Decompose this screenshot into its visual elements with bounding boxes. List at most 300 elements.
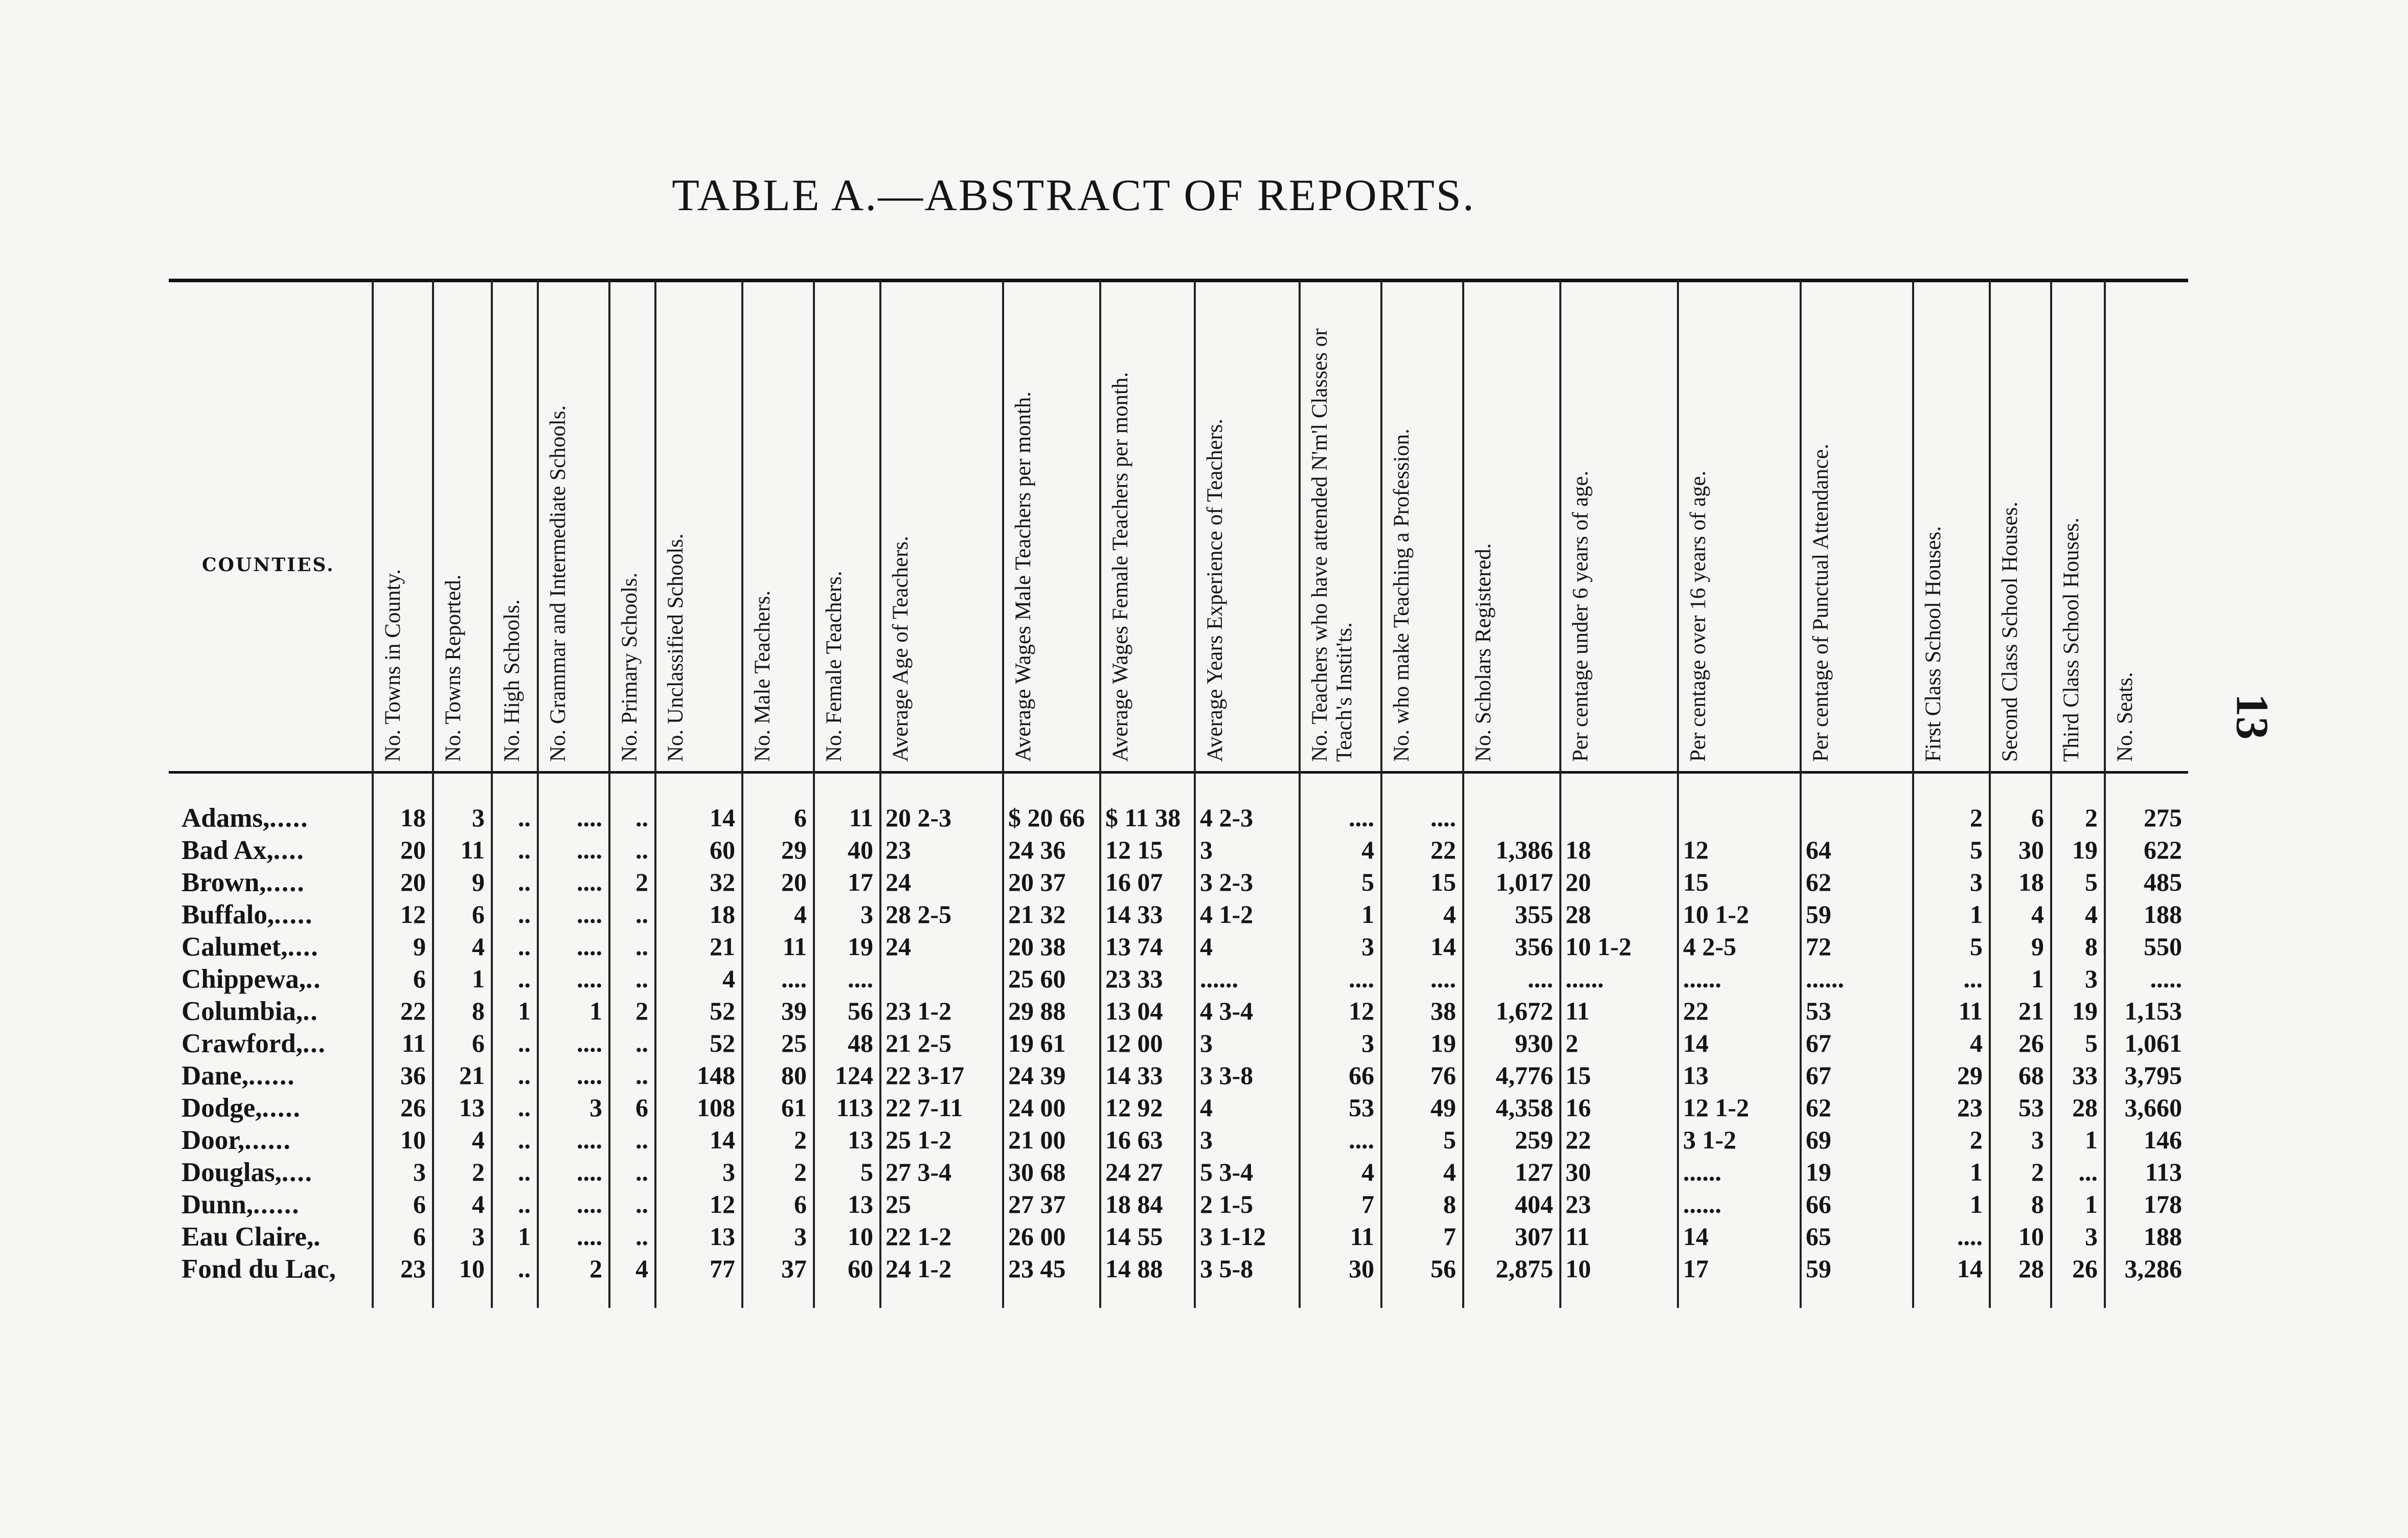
county-name bbox=[181, 996, 371, 1027]
table-cell: 23 bbox=[885, 835, 911, 864]
leader-dots: .. bbox=[303, 997, 319, 1026]
table-cell: 18 bbox=[1565, 835, 1591, 864]
leader-dots: ..... bbox=[262, 1093, 301, 1123]
table-cell: 24 00 bbox=[1008, 1093, 1066, 1122]
table-cell: 8 bbox=[1443, 1190, 1456, 1218]
table-cell: .. bbox=[518, 900, 531, 929]
table-cell: 38 bbox=[1430, 997, 1456, 1025]
table-cell: 49 bbox=[1430, 1093, 1456, 1122]
table-cell: .. bbox=[635, 900, 648, 929]
column-header: No. who make Teaching a Profession. bbox=[1390, 428, 1414, 762]
table-cell: 13 bbox=[710, 1222, 735, 1251]
table-cell: 2 bbox=[472, 1158, 485, 1186]
table-cell: 5 3-4 bbox=[1200, 1158, 1254, 1186]
table-cell: 4 bbox=[722, 964, 735, 993]
table-cell: 3 bbox=[794, 1222, 807, 1251]
table-cell: 4 bbox=[2031, 900, 2044, 929]
table-cell: .... bbox=[577, 1158, 602, 1186]
table-cell: 4 bbox=[794, 900, 807, 929]
table-cell: .. bbox=[635, 1158, 648, 1186]
table-cell: ...... bbox=[1683, 1158, 1721, 1186]
county-name bbox=[181, 1125, 371, 1156]
table-cell: 3 bbox=[722, 1158, 735, 1186]
table-cell: 1 bbox=[1970, 1158, 1983, 1186]
table-cell: 59 bbox=[1806, 1254, 1831, 1283]
table-cell: .... bbox=[577, 932, 602, 961]
table-cell: 65 bbox=[1806, 1222, 1831, 1251]
column-header: Third Class School Houses. bbox=[2059, 517, 2083, 762]
table-cell: 77 bbox=[710, 1254, 735, 1283]
table-cell: 22 bbox=[400, 997, 426, 1025]
table-cell: 20 bbox=[781, 868, 807, 896]
table-cell: 3 bbox=[2085, 964, 2098, 993]
table-cell: ...... bbox=[1806, 964, 1844, 993]
table-cell: 3 bbox=[1200, 1029, 1213, 1057]
county-name bbox=[181, 803, 371, 833]
table-cell: 7 bbox=[1443, 1222, 1456, 1251]
table-cell: 25 bbox=[885, 1190, 911, 1218]
county-label: Dane, bbox=[181, 1061, 249, 1091]
table-cell: 1 bbox=[1970, 900, 1983, 929]
table-cell: 62 bbox=[1806, 1093, 1831, 1122]
table-cell: 8 bbox=[2085, 932, 2098, 961]
table-cell: 13 bbox=[459, 1093, 485, 1122]
table-row bbox=[0, 1060, 2198, 1092]
county-label: Dunn, bbox=[181, 1190, 253, 1219]
column-header: First Class School Houses. bbox=[1921, 526, 1945, 762]
table-cell: 22 7-11 bbox=[885, 1093, 963, 1122]
table-cell: 148 bbox=[697, 1061, 735, 1090]
table-cell: 16 63 bbox=[1105, 1125, 1163, 1154]
table-cell: .... bbox=[577, 964, 602, 993]
table-cell: 3 bbox=[860, 900, 873, 929]
table-cell: 355 bbox=[1515, 900, 1553, 929]
table-cell: ...... bbox=[1683, 1190, 1721, 1218]
table-cell: .. bbox=[635, 835, 648, 864]
table-cell: 10 bbox=[1565, 1254, 1591, 1283]
table-cell: ...... bbox=[1683, 964, 1721, 993]
table-cell: 60 bbox=[710, 835, 735, 864]
table-cell: 5 bbox=[1361, 868, 1374, 896]
table-cell: 23 1-2 bbox=[885, 997, 952, 1025]
table-row bbox=[0, 1189, 2198, 1221]
table-cell: ..... bbox=[2150, 964, 2182, 993]
table-cell: .. bbox=[518, 1190, 531, 1218]
table-row bbox=[0, 1222, 2198, 1253]
table-cell: ...... bbox=[1565, 964, 1604, 993]
table-cell: .... bbox=[577, 1125, 602, 1154]
table-cell: 188 bbox=[2144, 1222, 2182, 1251]
table-cell: 14 bbox=[710, 1125, 735, 1154]
table-cell: 29 bbox=[1957, 1061, 1983, 1090]
county-name bbox=[181, 835, 371, 866]
table-cell: 26 00 bbox=[1008, 1222, 1066, 1251]
table-cell: 17 bbox=[848, 868, 873, 896]
table-cell: 13 04 bbox=[1105, 997, 1163, 1025]
table-cell: 13 bbox=[1683, 1061, 1709, 1090]
column-header: No. Towns Reported. bbox=[441, 574, 465, 762]
table-cell: 25 1-2 bbox=[885, 1125, 952, 1154]
table-cell: 10 1-2 bbox=[1683, 900, 1750, 929]
table-cell: .. bbox=[635, 964, 648, 993]
table-cell: 15 bbox=[1565, 1061, 1591, 1090]
table-cell: 3 bbox=[472, 1222, 485, 1251]
table-cell: 32 bbox=[710, 868, 735, 896]
table-cell: 307 bbox=[1515, 1222, 1553, 1251]
table-cell: 19 61 bbox=[1008, 1029, 1066, 1057]
table-cell: 20 bbox=[400, 835, 426, 864]
table-cell: 1,672 bbox=[1495, 997, 1553, 1025]
table-cell: 20 2-3 bbox=[885, 803, 952, 832]
table-cell: 4,776 bbox=[1495, 1061, 1553, 1090]
column-header: No. High Schools. bbox=[500, 599, 524, 762]
table-cell: 27 37 bbox=[1008, 1190, 1066, 1218]
column-header: No. Primary Schools. bbox=[618, 572, 642, 762]
county-name bbox=[181, 899, 371, 930]
table-cell: 11 bbox=[1350, 1222, 1374, 1251]
table-row bbox=[0, 1254, 2198, 1285]
table-cell: 178 bbox=[2144, 1190, 2182, 1218]
table-row bbox=[0, 964, 2198, 996]
table-cell: 48 bbox=[848, 1029, 873, 1057]
table-cell: 930 bbox=[1515, 1029, 1553, 1057]
table-cell: 6 bbox=[794, 803, 807, 832]
page-number: 13 bbox=[2227, 693, 2278, 740]
table-cell: 66 bbox=[1806, 1190, 1831, 1218]
table-cell: .... bbox=[1430, 803, 1456, 832]
table-cell: 22 bbox=[1683, 997, 1709, 1025]
table-cell: 2 bbox=[794, 1125, 807, 1154]
table-cell: 127 bbox=[1515, 1158, 1553, 1186]
column-header: Per centage over 16 years of age. bbox=[1686, 470, 1710, 762]
table-cell: 22 bbox=[1565, 1125, 1591, 1154]
table-cell: 56 bbox=[848, 997, 873, 1025]
county-label: Crawford, bbox=[181, 1029, 303, 1058]
table-cell: 1 bbox=[2085, 1190, 2098, 1218]
table-cell: 2,875 bbox=[1495, 1254, 1553, 1283]
table-cell: 5 bbox=[2085, 1029, 2098, 1057]
table-cell: 23 45 bbox=[1008, 1254, 1066, 1283]
table-cell: 64 bbox=[1806, 835, 1831, 864]
table-cell: 5 bbox=[1970, 932, 1983, 961]
column-header: No. Unclassified Schools. bbox=[664, 533, 688, 762]
county-label: Chippewa, bbox=[181, 964, 306, 994]
table-cell: 3 bbox=[589, 1093, 602, 1122]
column-header: Second Class School Houses. bbox=[1998, 502, 2022, 762]
table-cell: 18 bbox=[2018, 868, 2044, 896]
table-cell: 124 bbox=[835, 1061, 873, 1090]
table-cell: 12 bbox=[1683, 835, 1709, 864]
table-cell: 12 1-2 bbox=[1683, 1093, 1750, 1122]
county-label: Columbia, bbox=[181, 997, 303, 1026]
table-cell: .. bbox=[635, 1125, 648, 1154]
table-cell: 59 bbox=[1806, 900, 1831, 929]
table-cell: 2 bbox=[794, 1158, 807, 1186]
table-cell: ... bbox=[2078, 1158, 2098, 1186]
table-cell: 146 bbox=[2144, 1125, 2182, 1154]
county-name bbox=[181, 867, 371, 898]
table-cell: 485 bbox=[2144, 868, 2182, 896]
column-header: No. Seats. bbox=[2113, 672, 2137, 762]
table-cell: 2 bbox=[2031, 1158, 2044, 1186]
table-cell: 6 bbox=[2031, 803, 2044, 832]
table-cell: 2 bbox=[635, 997, 648, 1025]
table-cell: .. bbox=[518, 835, 531, 864]
table-cell: 22 bbox=[1430, 835, 1456, 864]
table-cell: 13 bbox=[848, 1125, 873, 1154]
table-cell: .... bbox=[577, 803, 602, 832]
table-cell: 4 bbox=[472, 932, 485, 961]
table-cell: 3 2-3 bbox=[1200, 868, 1254, 896]
table-cell: 3 bbox=[413, 1158, 426, 1186]
header-rule bbox=[169, 771, 2188, 774]
table-cell: $ 11 38 bbox=[1105, 803, 1181, 832]
table-cell: 4 1-2 bbox=[1200, 900, 1254, 929]
table-cell: 14 55 bbox=[1105, 1222, 1163, 1251]
table-cell: 26 bbox=[2018, 1029, 2044, 1057]
table-cell: 550 bbox=[2144, 932, 2182, 961]
county-name bbox=[181, 1189, 371, 1220]
table-cell: 24 27 bbox=[1105, 1158, 1163, 1186]
table-cell: 12 00 bbox=[1105, 1029, 1163, 1057]
table-cell: 17 bbox=[1683, 1254, 1709, 1283]
table-cell: $ 20 66 bbox=[1008, 803, 1085, 832]
column-header: No. Teachers who have attended N'm'l Classes or Teach's Instit'ts. bbox=[1308, 328, 1356, 762]
table-cell: 3 5-8 bbox=[1200, 1254, 1254, 1283]
table-cell: 11 bbox=[1958, 997, 1983, 1025]
table-cell: 2 1-5 bbox=[1200, 1190, 1254, 1218]
table-cell: 61 bbox=[781, 1093, 807, 1122]
table-cell: .... bbox=[577, 1029, 602, 1057]
table-cell: ... bbox=[1963, 964, 1983, 993]
table-cell: 25 bbox=[781, 1029, 807, 1057]
county-name bbox=[181, 1028, 371, 1059]
table-cell: 80 bbox=[781, 1061, 807, 1090]
table-cell: 4 bbox=[1443, 1158, 1456, 1186]
table-cell: 1,061 bbox=[2124, 1029, 2182, 1057]
table-cell: 404 bbox=[1515, 1190, 1553, 1218]
table-cell: 6 bbox=[472, 1029, 485, 1057]
table-cell: 7 bbox=[1361, 1190, 1374, 1218]
leader-dots: .... bbox=[281, 1158, 313, 1187]
table-cell: 12 92 bbox=[1105, 1093, 1163, 1122]
table-cell: 3 bbox=[1970, 868, 1983, 896]
table-cell: 19 bbox=[848, 932, 873, 961]
top-rule bbox=[169, 279, 2188, 282]
table-cell: 4 bbox=[1361, 1158, 1374, 1186]
table-row bbox=[0, 1157, 2198, 1189]
county-label: Eau Claire, bbox=[181, 1222, 314, 1252]
table-cell: 21 00 bbox=[1008, 1125, 1066, 1154]
table-row bbox=[0, 932, 2198, 963]
table-cell: 67 bbox=[1806, 1029, 1831, 1057]
table-cell: 23 bbox=[400, 1254, 426, 1283]
table-cell: 14 bbox=[1430, 932, 1456, 961]
table-cell: 36 bbox=[400, 1061, 426, 1090]
table-cell: 62 bbox=[1806, 868, 1831, 896]
county-label: Adams, bbox=[181, 803, 270, 833]
table-cell: 4 bbox=[2085, 900, 2098, 929]
leader-dots: ..... bbox=[266, 868, 305, 897]
table-cell: 2 bbox=[1970, 803, 1983, 832]
table-cell: 4 bbox=[1200, 932, 1213, 961]
table-cell: .. bbox=[635, 1029, 648, 1057]
table-cell: 1,017 bbox=[1495, 868, 1553, 896]
table-cell: 11 bbox=[460, 835, 485, 864]
table-cell: 3,660 bbox=[2124, 1093, 2182, 1122]
county-name bbox=[181, 932, 371, 962]
table-cell: 3 bbox=[472, 803, 485, 832]
table-cell: 10 bbox=[400, 1125, 426, 1154]
leader-dots: ..... bbox=[274, 900, 313, 930]
table-cell: .. bbox=[635, 1222, 648, 1251]
table-cell: 4 bbox=[1361, 835, 1374, 864]
table-cell: 22 1-2 bbox=[885, 1222, 952, 1251]
table-cell: 20 bbox=[1565, 868, 1591, 896]
leader-dots: .... bbox=[273, 835, 305, 865]
table-cell: 12 bbox=[710, 1190, 735, 1218]
table-cell: 68 bbox=[2018, 1061, 2044, 1090]
table-row bbox=[0, 1028, 2198, 1060]
table-cell: 52 bbox=[710, 1029, 735, 1057]
leader-dots: ..... bbox=[269, 803, 309, 833]
table-cell: 11 bbox=[1565, 1222, 1590, 1251]
table-cell: 19 bbox=[1806, 1158, 1831, 1186]
table-cell: 12 15 bbox=[1105, 835, 1163, 864]
table-cell: 622 bbox=[2144, 835, 2182, 864]
county-name bbox=[181, 964, 371, 994]
table-cell: 15 bbox=[1430, 868, 1456, 896]
column-header: Average Years Experience of Teachers. bbox=[1203, 418, 1227, 762]
table-cell: 26 bbox=[400, 1093, 426, 1122]
table-cell: 188 bbox=[2144, 900, 2182, 929]
table-cell: ...... bbox=[1200, 964, 1238, 993]
table-cell: .. bbox=[518, 1029, 531, 1057]
table-cell: 3 3-8 bbox=[1200, 1061, 1254, 1090]
table-cell: 113 bbox=[836, 1093, 873, 1122]
table-cell: 4,358 bbox=[1495, 1093, 1553, 1122]
table-cell: 1 bbox=[2031, 964, 2044, 993]
table-cell: 28 bbox=[1565, 900, 1591, 929]
table-cell: 3,286 bbox=[2124, 1254, 2182, 1283]
leader-dots: ...... bbox=[244, 1125, 291, 1155]
column-header: No. Female Teachers. bbox=[822, 571, 846, 762]
table-cell: 56 bbox=[1430, 1254, 1456, 1283]
table-cell: 20 38 bbox=[1008, 932, 1066, 961]
table-cell: 28 bbox=[2072, 1093, 2098, 1122]
table-cell: 20 37 bbox=[1008, 868, 1066, 896]
table-cell: 53 bbox=[1806, 997, 1831, 1025]
table-cell: .... bbox=[577, 1061, 602, 1090]
table-cell: 1 bbox=[1361, 900, 1374, 929]
table-cell: 14 88 bbox=[1105, 1254, 1163, 1283]
table-row bbox=[0, 835, 2198, 867]
table-cell: 76 bbox=[1430, 1061, 1456, 1090]
table-cell: .... bbox=[1528, 964, 1553, 993]
county-name bbox=[181, 1254, 371, 1284]
table-cell: 14 bbox=[1683, 1029, 1709, 1057]
table-cell: 4 bbox=[1443, 900, 1456, 929]
table-cell: 72 bbox=[1806, 932, 1831, 961]
county-label: Bad Ax, bbox=[181, 835, 274, 865]
table-cell: .. bbox=[518, 1061, 531, 1090]
table-cell: 37 bbox=[781, 1254, 807, 1283]
table-cell: 6 bbox=[413, 964, 426, 993]
table-cell: 4 2-3 bbox=[1200, 803, 1254, 832]
table-row bbox=[0, 803, 2198, 834]
table-cell: 18 bbox=[400, 803, 426, 832]
table-cell: 4 2-5 bbox=[1683, 932, 1737, 961]
table-cell: 3 bbox=[2085, 1222, 2098, 1251]
table-cell: 1 bbox=[1970, 1190, 1983, 1218]
table-cell: 9 bbox=[413, 932, 426, 961]
table-cell: 259 bbox=[1515, 1125, 1553, 1154]
county-label: Fond du Lac, bbox=[181, 1254, 336, 1284]
table-cell: 27 3-4 bbox=[885, 1158, 952, 1186]
county-name bbox=[181, 1222, 371, 1252]
county-name bbox=[181, 1060, 371, 1091]
table-cell: 1 bbox=[2085, 1125, 2098, 1154]
table-cell: 4 bbox=[1970, 1029, 1983, 1057]
table-cell: 13 74 bbox=[1105, 932, 1163, 961]
column-header: Per centage under 6 years of age. bbox=[1569, 470, 1593, 762]
table-cell: 60 bbox=[848, 1254, 873, 1283]
table-cell: 4 bbox=[635, 1254, 648, 1283]
table-cell: 3 bbox=[1361, 1029, 1374, 1057]
leader-dots: ...... bbox=[253, 1190, 300, 1219]
table-cell: 21 bbox=[2018, 997, 2044, 1025]
table-cell: 10 bbox=[459, 1254, 485, 1283]
table-cell: .. bbox=[518, 964, 531, 993]
county-label: Calumet, bbox=[181, 932, 288, 962]
table-cell: .. bbox=[518, 1158, 531, 1186]
table-cell: 108 bbox=[697, 1093, 735, 1122]
table-cell: 67 bbox=[1806, 1061, 1831, 1090]
county-label: Douglas, bbox=[181, 1158, 282, 1187]
table-cell: 9 bbox=[472, 868, 485, 896]
table-cell: 52 bbox=[710, 997, 735, 1025]
table-cell: .. bbox=[518, 1093, 531, 1122]
table-cell: 14 33 bbox=[1105, 900, 1163, 929]
table-cell: .... bbox=[577, 868, 602, 896]
table-cell: 15 bbox=[1683, 868, 1709, 896]
table-cell: 11 bbox=[849, 803, 873, 832]
table-cell: 16 bbox=[1565, 1093, 1591, 1122]
table-cell: 6 bbox=[635, 1093, 648, 1122]
column-header: Average Age of Teachers. bbox=[889, 536, 913, 762]
table-cell: 19 bbox=[2072, 997, 2098, 1025]
table-cell: 2 bbox=[635, 868, 648, 896]
table-cell: 6 bbox=[794, 1190, 807, 1218]
leader-dots: .. bbox=[305, 964, 322, 994]
table-row bbox=[0, 996, 2198, 1028]
table-cell: 30 bbox=[2018, 835, 2044, 864]
table-cell: 14 bbox=[1683, 1222, 1709, 1251]
table-cell: 4 bbox=[1200, 1093, 1213, 1122]
county-label: Door, bbox=[181, 1125, 245, 1155]
table-row bbox=[0, 1093, 2198, 1124]
table-cell: 19 bbox=[2072, 835, 2098, 864]
table-cell: 3 bbox=[1361, 932, 1374, 961]
table-cell: 53 bbox=[2018, 1093, 2044, 1122]
table-cell: 1 bbox=[589, 997, 602, 1025]
table-cell: 21 bbox=[459, 1061, 485, 1090]
table-cell: .. bbox=[635, 1061, 648, 1090]
table-cell: .. bbox=[518, 1254, 531, 1283]
county-label: Brown, bbox=[181, 868, 266, 897]
table-cell: 23 bbox=[1565, 1190, 1591, 1218]
county-label: Dodge, bbox=[181, 1093, 262, 1123]
